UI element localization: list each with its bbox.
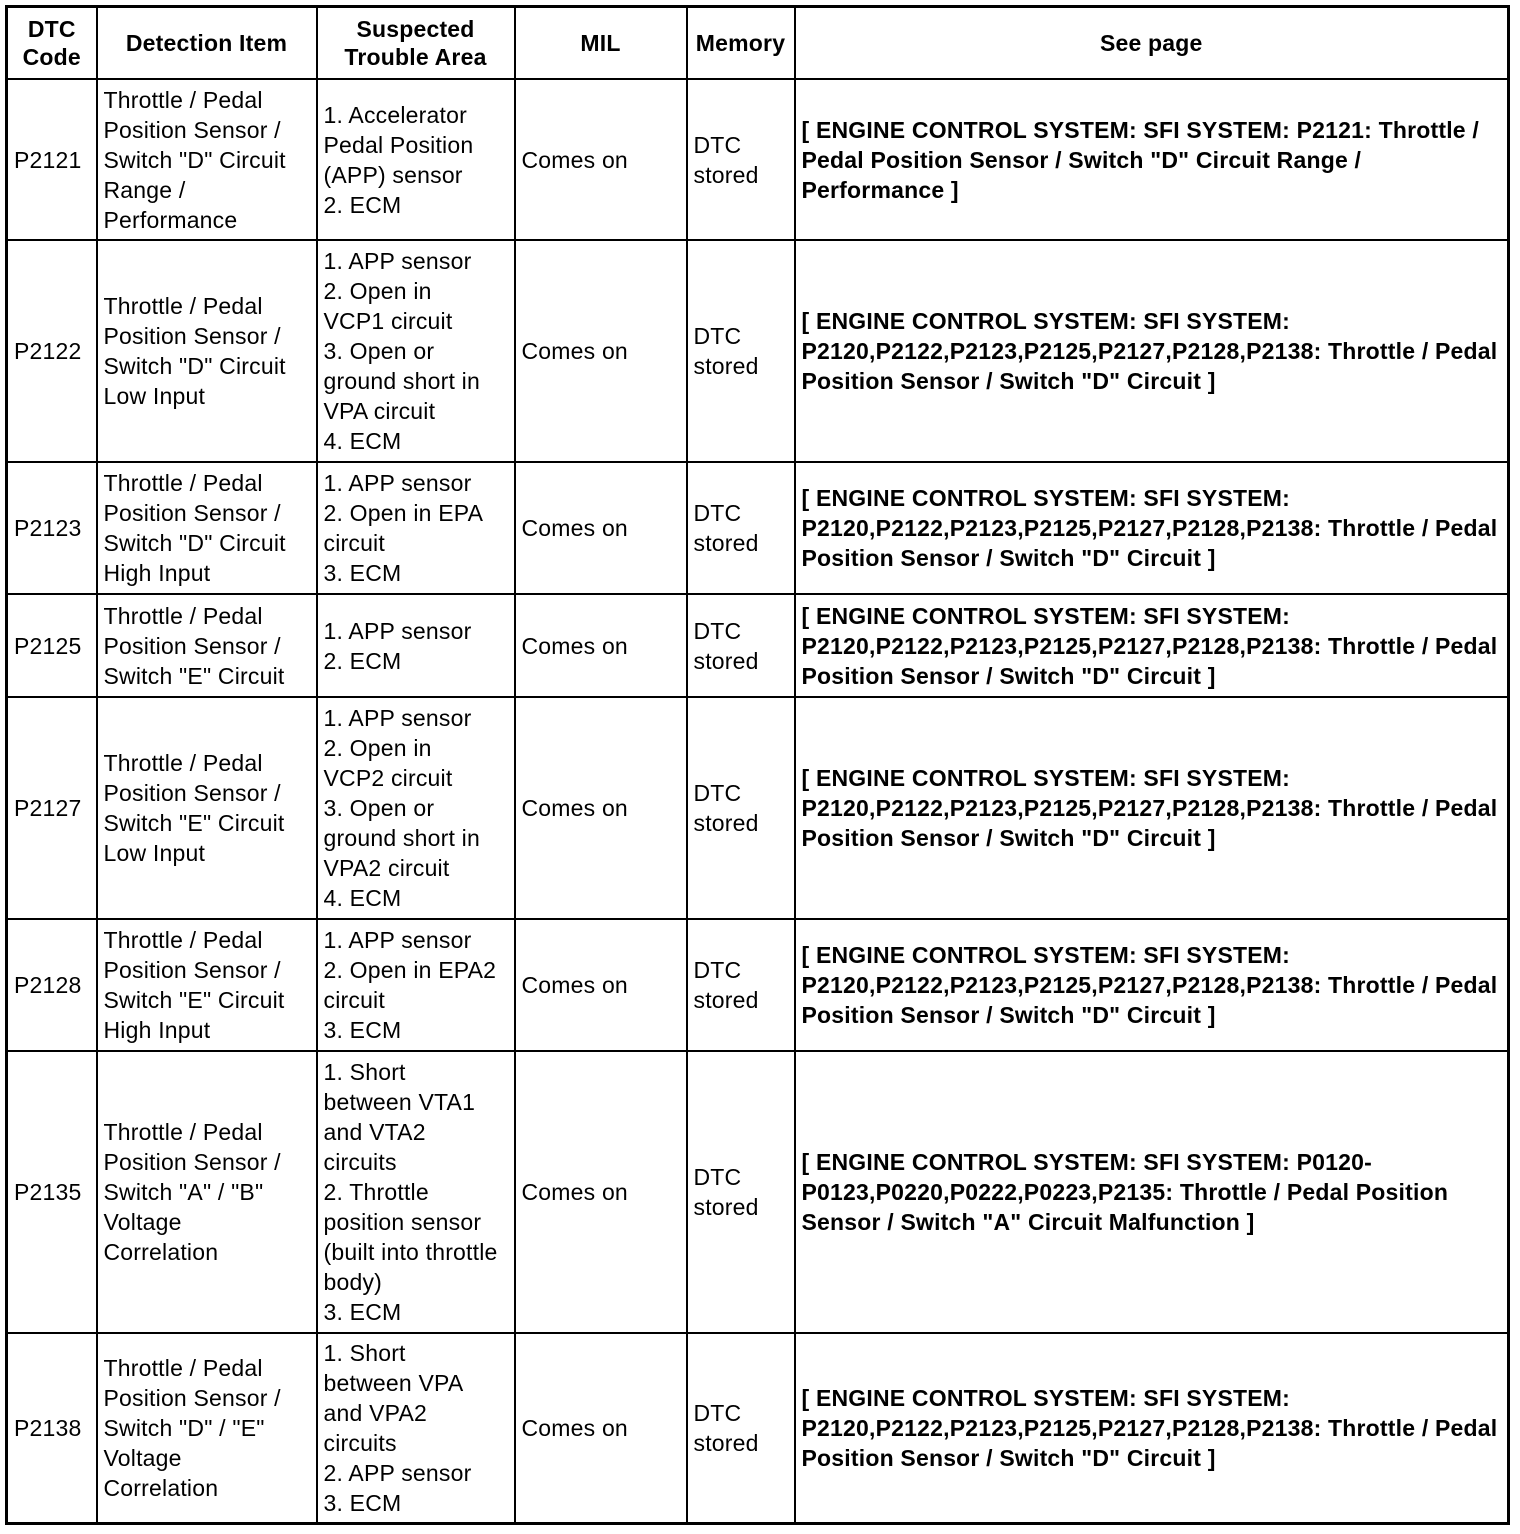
table-row [7, 594, 1509, 697]
mil-cell: Comes on [515, 919, 687, 1051]
mil-cell: Comes on [515, 1051, 687, 1333]
dtc-code-cell: P2121 [7, 79, 97, 240]
see-page-cell: [ ENGINE CONTROL SYSTEM: SFI SYSTEM: P2120,P2122,P2123,P2125,P2127,P2128,P2138: Throttle / Pedal Position Sensor / Switch "D" Circuit ] [795, 1333, 1509, 1523]
memory-cell: DTC stored [687, 79, 795, 240]
see-page-cell: [ ENGINE CONTROL SYSTEM: SFI SYSTEM: P2120,P2122,P2123,P2125,P2127,P2128,P2138: Throttle / Pedal Position Sensor / Switch "D" Circuit ] [795, 462, 1509, 594]
table-row [7, 919, 1509, 1051]
dtc-code-cell: P2135 [7, 1051, 97, 1333]
detection-item-cell: Throttle / Pedal Position Sensor / Switch "E" Circuit Low Input [97, 697, 317, 919]
memory-cell: DTC stored [687, 697, 795, 919]
see-page-cell: [ ENGINE CONTROL SYSTEM: SFI SYSTEM: P2120,P2122,P2123,P2125,P2127,P2128,P2138: Throttle / Pedal Position Sensor / Switch "D" Circuit ] [795, 919, 1509, 1051]
detection-item-cell: Throttle / Pedal Position Sensor / Switch "D" / "E" Voltage Correlation [97, 1333, 317, 1523]
memory-cell: DTC stored [687, 240, 795, 462]
table-row [7, 79, 1509, 240]
see-page-cell: [ ENGINE CONTROL SYSTEM: SFI SYSTEM: P2120,P2122,P2123,P2125,P2127,P2128,P2138: Throttle / Pedal Position Sensor / Switch "D" Circuit ] [795, 594, 1509, 697]
memory-cell: DTC stored [687, 594, 795, 697]
trouble-area-cell: 1. Short between VPA and VPA2 circuits 2. APP sensor 3. ECM [317, 1333, 515, 1523]
detection-item-cell: Throttle / Pedal Position Sensor / Switch "D" Circuit Range / Performance [97, 79, 317, 240]
see-page-cell: [ ENGINE CONTROL SYSTEM: SFI SYSTEM: P2120,P2122,P2123,P2125,P2127,P2128,P2138: Throttle / Pedal Position Sensor / Switch "D" Circuit ] [795, 697, 1509, 919]
table-row [7, 697, 1509, 919]
header-suspected-trouble-area: Suspected Trouble Area [317, 7, 515, 80]
header-memory: Memory [687, 7, 795, 80]
mil-cell: Comes on [515, 462, 687, 594]
dtc-code-cell: P2138 [7, 1333, 97, 1523]
header-dtc-code: DTC Code [7, 7, 97, 80]
dtc-code-cell: P2122 [7, 240, 97, 462]
table-row [7, 1051, 1509, 1333]
mil-cell: Comes on [515, 594, 687, 697]
header-detection-item: Detection Item [97, 7, 317, 80]
header-row [7, 7, 1509, 80]
trouble-area-cell: 1. APP sensor 2. Open in VCP2 circuit 3. Open or ground short in VPA2 circuit 4. ECM [317, 697, 515, 919]
mil-cell: Comes on [515, 697, 687, 919]
detection-item-cell: Throttle / Pedal Position Sensor / Switch "D" Circuit High Input [97, 462, 317, 594]
mil-cell: Comes on [515, 1333, 687, 1523]
table-row [7, 240, 1509, 462]
detection-item-cell: Throttle / Pedal Position Sensor / Switch "E" Circuit [97, 594, 317, 697]
memory-cell: DTC stored [687, 1051, 795, 1333]
trouble-area-cell: 1. APP sensor 2. Open in EPA2 circuit 3. ECM [317, 919, 515, 1051]
table-row [7, 462, 1509, 594]
mil-cell: Comes on [515, 240, 687, 462]
dtc-code-cell: P2128 [7, 919, 97, 1051]
trouble-area-cell: 1. APP sensor 2. ECM [317, 594, 515, 697]
trouble-area-cell: 1. Short between VTA1 and VTA2 circuits 2. Throttle position sensor (built into throttle body) 3. ECM [317, 1051, 515, 1333]
table-row [7, 1333, 1509, 1523]
detection-item-cell: Throttle / Pedal Position Sensor / Switch "A" / "B" Voltage Correlation [97, 1051, 317, 1333]
see-page-cell: [ ENGINE CONTROL SYSTEM: SFI SYSTEM: P0120-P0123,P0220,P0222,P0223,P2135: Throttle / Pedal Position Sensor / Switch "A" Circuit Malfunction ] [795, 1051, 1509, 1333]
memory-cell: DTC stored [687, 1333, 795, 1523]
trouble-area-cell: 1. APP sensor 2. Open in VCP1 circuit 3. Open or ground short in VPA circuit 4. ECM [317, 240, 515, 462]
memory-cell: DTC stored [687, 462, 795, 594]
memory-cell: DTC stored [687, 919, 795, 1051]
header-see-page: See page [795, 7, 1509, 80]
dtc-code-cell: P2125 [7, 594, 97, 697]
trouble-area-cell: 1. Accelerator Pedal Position (APP) sensor 2. ECM [317, 79, 515, 240]
header-mil: MIL [515, 7, 687, 80]
see-page-cell: [ ENGINE CONTROL SYSTEM: SFI SYSTEM: P2121: Throttle / Pedal Position Sensor / Switch "D" Circuit Range / Performance ] [795, 79, 1509, 240]
dtc-table [5, 5, 1510, 1525]
dtc-code-cell: P2127 [7, 697, 97, 919]
mil-cell: Comes on [515, 79, 687, 240]
see-page-cell: [ ENGINE CONTROL SYSTEM: SFI SYSTEM: P2120,P2122,P2123,P2125,P2127,P2128,P2138: Throttle / Pedal Position Sensor / Switch "D" Circuit ] [795, 240, 1509, 462]
dtc-code-cell: P2123 [7, 462, 97, 594]
detection-item-cell: Throttle / Pedal Position Sensor / Switch "E" Circuit High Input [97, 919, 317, 1051]
detection-item-cell: Throttle / Pedal Position Sensor / Switch "D" Circuit Low Input [97, 240, 317, 462]
trouble-area-cell: 1. APP sensor 2. Open in EPA circuit 3. ECM [317, 462, 515, 594]
